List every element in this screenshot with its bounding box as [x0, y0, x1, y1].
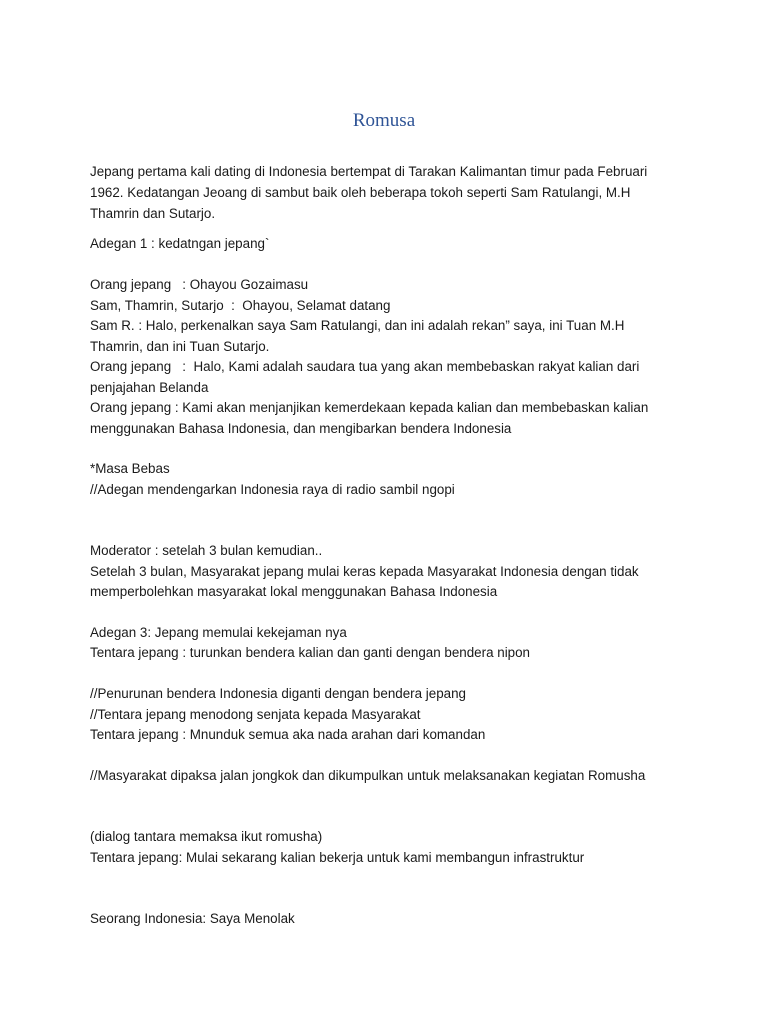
dialogue-line: Tentara jepang: Mulai sekarang kalian bekerja untuk kami membangun infrastruktur: [90, 850, 585, 865]
paragraph-line-2: 1962. Kedatangan Jeoang di sambut baik oleh beberapa tokoh seperti Sam Ratulangi, M.H: [90, 185, 631, 200]
narration-line: memperbolehkan masyarakat lokal menggunakan Bahasa Indonesia: [90, 584, 498, 599]
dialogue-line: menggunakan Bahasa Indonesia, dan mengibarkan bendera Indonesia: [90, 421, 512, 436]
scene-heading-1: Adegan 1 : kedatngan jepang`: [90, 236, 270, 251]
dialogue-line: Tentara jepang : turunkan bendera kalian dan ganti dengan bendera nipon: [90, 645, 531, 660]
dialogue-line: Thamrin, dan ini Tuan Sutarjo.: [90, 339, 270, 354]
stage-direction: //Adegan mendengarkan Indonesia raya di radio sambil ngopi: [90, 482, 455, 497]
scene-heading-3: Adegan 3: Jepang memulai kekejaman nya: [90, 625, 347, 640]
dialogue-line: Sam, Thamrin, Sutarjo : Ohayou, Selamat datang: [90, 298, 391, 313]
scene-note: *Masa Bebas: [90, 461, 170, 476]
stage-direction: (dialog tantara memaksa ikut romusha): [90, 829, 323, 844]
dialogue-line: penjajahan Belanda: [90, 380, 209, 395]
dialogue-line: Orang jepang : Kami akan menjanjikan kemerdekaan kepada kalian dan membebaskan kalian: [90, 400, 649, 415]
dialogue-line: Sam R. : Halo, perkenalkan saya Sam Ratulangi, dan ini adalah rekan” saya, ini Tuan M.H: [90, 318, 625, 333]
paragraph-line-3: Thamrin dan Sutarjo.: [90, 206, 216, 221]
dialogue-line: Moderator : setelah 3 bulan kemudian..: [90, 543, 323, 558]
stage-direction: //Penurunan bendera Indonesia diganti dengan bendera jepang: [90, 686, 466, 701]
narration-line: Setelah 3 bulan, Masyarakat jepang mulai keras kepada Masyarakat Indonesia dengan tidak: [90, 564, 639, 579]
dialogue-line: Orang jepang : Ohayou Gozaimasu: [90, 277, 309, 292]
dialogue-line: Orang jepang : Halo, Kami adalah saudara tua yang akan membebaskan rakyat kalian dari: [90, 359, 640, 374]
paragraph-line-1: Jepang pertama kali dating di Indonesia bertempat di Tarakan Kalimantan timur pada Februari: [90, 164, 648, 179]
dialogue-line: Seorang Indonesia: Saya Menolak: [90, 911, 295, 926]
document-title: Romusa: [352, 110, 416, 131]
stage-direction: //Masyarakat dipaksa jalan jongkok dan dikumpulkan untuk melaksanakan kegiatan Romusha: [90, 768, 646, 783]
dialogue-line: Tentara jepang : Mnunduk semua aka nada arahan dari komandan: [90, 727, 486, 742]
stage-direction: //Tentara jepang menodong senjata kepada Masyarakat: [90, 707, 421, 722]
